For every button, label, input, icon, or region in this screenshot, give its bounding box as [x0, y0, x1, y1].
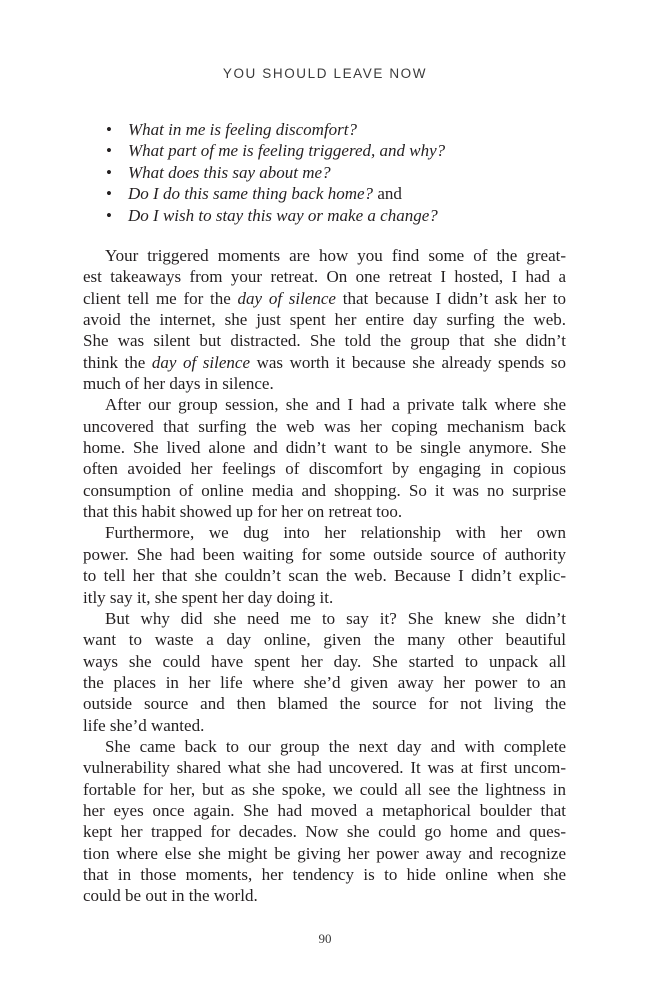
text-line: client tell me for the day of silence that because I didn’t ask her to	[83, 288, 566, 308]
text-line: think the day of silence was worth it because she already spends so	[83, 352, 566, 372]
paragraph	[83, 394, 566, 522]
text-line: Furthermore, we dug into her relationship with her own	[105, 523, 566, 543]
text-line: But why did she need me to say it? She knew she didn’t	[105, 608, 566, 628]
paragraph	[83, 522, 566, 607]
text-line: kept her trapped for decades. Now she could go home and ques-	[83, 822, 566, 842]
bullet-marker: •	[106, 120, 112, 139]
text-line: consumption of online media and shopping. So it was no surprise	[83, 480, 566, 500]
text-line: much of her days in silence.	[83, 374, 274, 394]
text-line: life she’d wanted.	[83, 715, 205, 735]
text-line: ways she could have spent her day. She started to unpack all	[83, 651, 566, 671]
text-line: vulnerability shared what she had uncovered. It was at first uncom-	[83, 758, 566, 778]
page-number: 90	[318, 931, 332, 946]
text-line: itly say it, she spent her day doing it.	[83, 587, 334, 607]
question-text: What in me is feeling discomfort?	[128, 120, 358, 139]
bullet-marker: •	[106, 162, 112, 182]
question-suffix: and	[373, 184, 402, 204]
question-text: Do I do this same thing back home?	[128, 184, 374, 204]
text-line: home. She lived alone and didn’t want to be single anymore. She	[83, 438, 566, 458]
text-line: avoid the internet, she just spent her entire day surfing the web.	[83, 310, 566, 330]
text-line: Your triggered moments are how you find some of the great-	[105, 246, 566, 265]
running-head: YOU SHOULD LEAVE NOW	[222, 66, 428, 81]
paragraph	[83, 736, 566, 907]
text-line: power. She had been waiting for some outside source of authority	[83, 544, 566, 564]
text-line: uncovered that surfing the web was her coping mechanism back	[83, 416, 566, 436]
paragraph	[83, 608, 566, 736]
bullet-marker: •	[106, 184, 112, 204]
text-line: could be out in the world.	[83, 886, 258, 906]
list-item	[106, 140, 576, 161]
text-line: that this habit showed up for her on retreat too.	[83, 502, 403, 522]
text-line: She came back to our group the next day and with complete	[105, 736, 566, 756]
list-item	[106, 119, 576, 140]
bullet-marker: •	[106, 141, 112, 161]
list-item	[106, 205, 576, 226]
question-text: What does this say about me?	[128, 162, 331, 182]
text-line: outside source and then blamed the source for not living the	[83, 694, 566, 714]
question-text: Do I wish to stay this way or make a change?	[128, 205, 438, 225]
question-text: What part of me is feeling triggered, and why?	[128, 141, 446, 161]
text-line: often avoided her feelings of discomfort by engaging in copious	[83, 459, 566, 479]
text-line: est takeaways from your retreat. On one retreat I hosted, I had a	[83, 267, 566, 287]
text-line: the places in her life where she’d given away her power to an	[83, 672, 566, 692]
text-line: that in those moments, her tendency is to hide online when she	[83, 864, 566, 884]
text-line: tion where else she might be giving her power away and recognize	[83, 843, 566, 863]
body-text	[83, 245, 566, 907]
italic-term: day of silence	[151, 352, 250, 372]
reflection-question-list	[106, 119, 576, 226]
italic-term: day of silence	[237, 288, 336, 308]
paragraph	[83, 245, 566, 394]
text-line: to tell her that she couldn’t scan the web. Because I didn’t explic-	[83, 566, 566, 586]
list-item	[106, 162, 576, 183]
text-line: fortable for her, but as she spoke, we could all see the lightness in	[83, 779, 566, 799]
text-line: want to waste a day online, given the many other beautiful	[83, 630, 566, 650]
text-line: She was silent but distracted. She told the group that she didn’t	[83, 331, 566, 351]
text-line: her eyes once again. She had moved a metaphorical boulder that	[83, 800, 566, 820]
list-item	[106, 183, 576, 204]
text-line: After our group session, she and I had a private talk where she	[105, 395, 566, 415]
bullet-marker: •	[106, 205, 112, 225]
